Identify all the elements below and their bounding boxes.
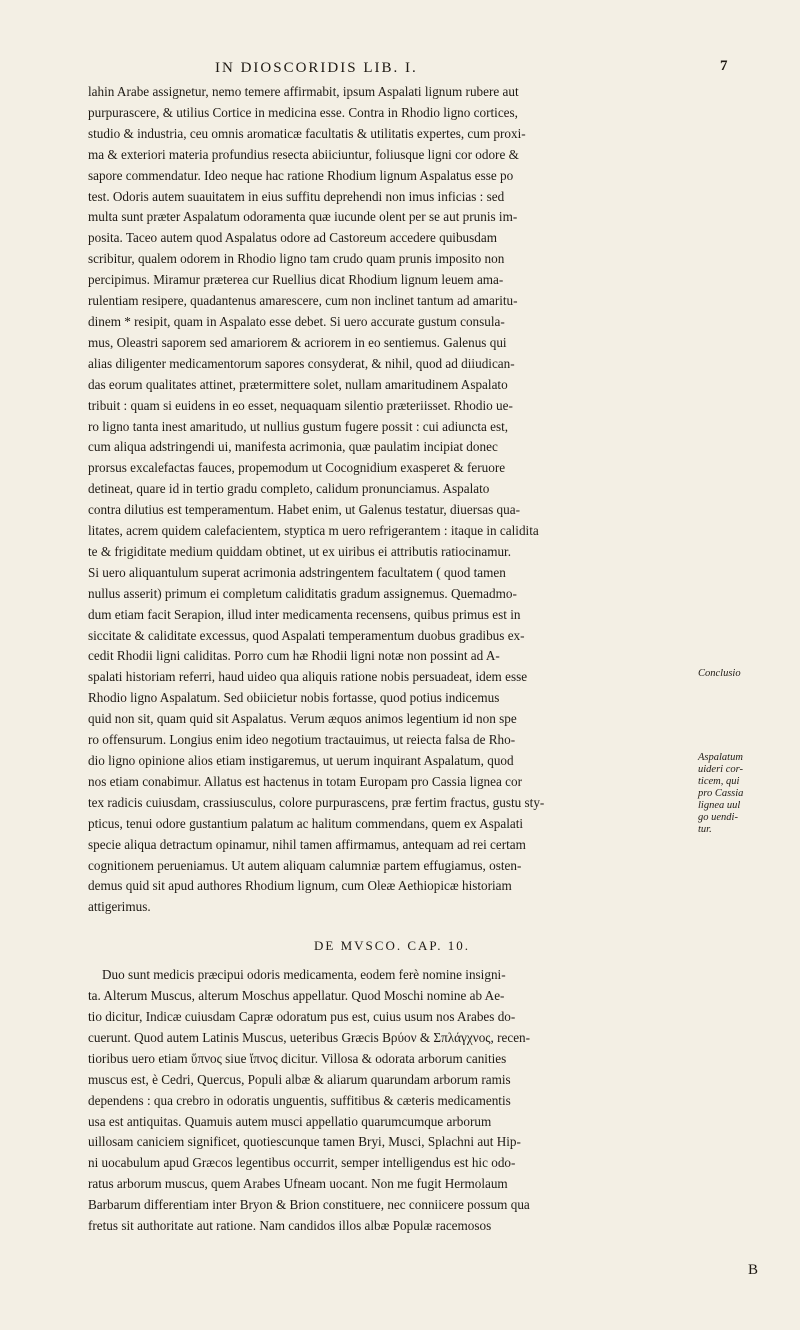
body-line: ro ligno tanta inest amaritudo, ut nullius gustum fugere possit : cui adiuncta est, [88,418,509,434]
body-line: attigerimus. [88,899,151,915]
chapter-line: tioribus uero etiam ὕπνος siue ἴπνος dicitur. Villosa & odorata arborum canities [88,1050,507,1066]
body-line: Si uero aliquantulum superat acrimonia adstringentem facultatem ( quod tamen [88,564,506,580]
body-line: test. Odoris autem suauitatem in eius suffitu deprehendi non imus inficias : sed [88,188,505,204]
body-line: sapore commendatur. Ideo neque hac ratione Rhodium lignum Aspalatus esse po [88,167,514,183]
body-line: quid non sit, quam quid sit Aspalatus. Verum æquos animos legentium id non spe [88,711,517,727]
body-line: lahin Arabe assignetur, nemo temere affirmabit, ipsum Aspalati lignum rubere aut [88,84,519,99]
page-number: 7 [720,58,728,74]
chapter-line: Duo sunt medicis præcipui odoris medicamenta, eodem ferè nomine insigni- [102,967,506,983]
marginal-note-text: Conclusio [698,668,741,679]
body-line: dum etiam facit Serapion, illud inter medicamenta recensens, quibus primus est in [88,606,521,622]
marginal-note-line: Aspalatum [698,752,743,763]
body-line: nullus asserit) primum ei completum caliditatis gradum assignemus. Quemadmo- [88,585,517,601]
marginal-note-line: go uendi- [698,812,738,823]
chapter-line: ni uocabulum apud Græcos legentibus occurrit, semper intelligendus est hic odo- [88,1155,516,1171]
body-line: tex radicis cuiusdam, crassiusculus, colore purpurascens, præ fertim fractus, gustu sty- [88,794,545,810]
chapter-line: ratus arborum muscus, quem Arabes Ufneam uocant. Non me fugit Hermolaum [88,1176,508,1192]
chapter-line: uillosam caniciem significet, quotiescunque tamen Bryi, Musci, Splachni aut Hip- [88,1134,521,1150]
body-line: percipimus. Miramur præterea cur Ruellius dicat Rhodium lignum leuem ama- [88,272,504,288]
chapter-line: tio dicitur, Indicæ cuiusdam Capræ odoratum pus est, cuius usum nos Arabes do- [88,1008,516,1024]
body-line: das eorum qualitates attinet, prætermittere solet, nullam amaritudinem Aspalato [88,376,508,392]
chapter-line: dependens : qua crebro in odoratis unguentis, suffitibus & cæteris medicamentis [88,1092,511,1108]
chapter-line: ta. Alterum Muscus, alterum Moschus appellatur. Quod Moschi nomine ab Ae- [88,988,505,1004]
marginal-note-line: tur. [698,824,712,835]
body-line: alias diligenter medicamentorum sapores consyderat, & nihil, quod ad diiudican- [88,355,515,371]
marginal-note-line: lignea uul [698,800,741,811]
body-line: rulentiam resipere, quadantenus amarescere, cum non inclinet tantum ad amaritu- [88,293,518,309]
body-line: dio ligno opinione alios etiam instigaremus, ut uerum inquirant Aspalatum, quod [88,753,514,768]
marginal-note-aspalatum [698,752,778,836]
signature-mark: B [748,1262,759,1278]
body-line: Rhodio ligno Aspalatum. Sed obiicietur nobis fortasse, quod potius indicemus [88,690,500,706]
body-line: purpurascere, & utilius Cortice in medicina esse. Contra in Rhodio ligno cortices, [88,104,518,120]
body-line: pticus, tenui odore gustantium palatum ac halitum commendans, quem ex Aspalati [88,815,524,831]
body-line: cum aliqua adstringendi ui, manifesta acrimonia, quæ paulatim incipiat donec [88,439,498,455]
body-line: specie aliqua detractum opinamur, nihil tamen affirmamus, antequam ad rei certam [88,836,526,852]
body-line: te & frigiditate medium quiddam obtinet, ut ex uiribus ei attributis ratiocinamur. [88,543,512,559]
body-line: scribitur, qualem odorem in Rhodio ligno tam crudo quam prunis imposito non [88,251,505,267]
marginal-note-line: uideri cor- [698,764,743,775]
body-line: multa sunt præter Aspalatum odoramenta quæ iucunde olent per se aut prunis im- [88,209,518,225]
chapter-line: cuerunt. Quod autem Latinis Muscus, ueteribus Græcis Βρύον & Σπλάγχνος, recen- [88,1029,531,1045]
marginal-note-line: pro Cassia [698,788,744,799]
body-line: siccitate & caliditate excessus, quod Aspalati temperamentum duobus gradibus ex- [88,627,525,643]
body-line: mus, Oleastri saporem sed amariorem & acriorem in eo sentiemus. Galenus qui [88,334,507,350]
body-line: prorsus excalefactas fauces, propemodum ut Cocognidium exasperet & feruore [88,460,506,476]
chapter-line: Barbarum differentiam inter Bryon & Brion constituere, nec conniicere possum qua [88,1197,530,1213]
body-line: detineat, quare id in tertio gradu completo, calidum pronunciamus. Aspalato [88,481,490,497]
chapter-heading: DE MVSCO. CAP. 10. [314,938,470,954]
body-line: litates, acrem quidem calefacientem, styptica m uero refrigerantem : itaque in calidita [88,523,539,539]
body-line: ro offensurum. Longius enim ideo negotium tractauimus, ut reiecta falsa de Rho- [88,732,516,748]
body-line: cognitionem perueniamus. Ut autem aliquam calumniæ partem effugiamus, osten- [88,857,522,873]
chapter-line: fretus sit authoritate aut ratione. Nam candidos illos albæ Populæ racemosos [88,1218,492,1234]
body-line: studio & industria, ceu omnis aromaticæ facultatis & utilitatis expertes, cum proxi- [88,125,526,141]
marginal-note-line: ticem, qui [698,776,740,787]
body-line: cedit Rhodii ligni caliditas. Porro cum hæ Rhodii ligni notæ non possint ad A- [88,648,500,664]
body-line: dinem * resipit, quam in Aspalato esse debet. Si uero accurate gustum consula- [88,313,505,329]
chapter-line: muscus est, è Cedri, Quercus, Populi albæ & aliarum quarundam arborum ramis [88,1071,511,1087]
running-head: IN DIOSCORIDIS LIB. I. [215,60,418,76]
main-text-block [88,82,696,1237]
body-line: spalati historiam referri, haud uideo qua aliquis ratione nobis persuadeat, idem esse [88,669,528,685]
chapter-line: usa est antiquitas. Quamuis autem musci appellatio quarumcumque arborum [88,1113,492,1129]
body-line: nos etiam conabimur. Allatus est hactenus in totam Europam pro Cassia lignea cor [88,773,522,789]
body-line: tribuit : quam si euidens in eo esset, nequaquam silentio præteriisset. Rhodio ue- [88,397,513,413]
body-line: demus quid sit apud authores Rhodium lignum, cum Oleæ Aethiopicæ historiam [88,878,512,894]
marginal-note-conclusio [698,668,778,680]
body-line: ma & exteriori materia profundius resecta abiiciuntur, foliusque ligni cor odore & [88,146,519,162]
body-line: posita. Taceo autem quod Aspalatus odore ad Castoreum accedere quibusdam [88,230,497,246]
body-line: contra dilutius est temperamentum. Habet enim, ut Galenus testatur, diuersas qua- [88,502,520,518]
